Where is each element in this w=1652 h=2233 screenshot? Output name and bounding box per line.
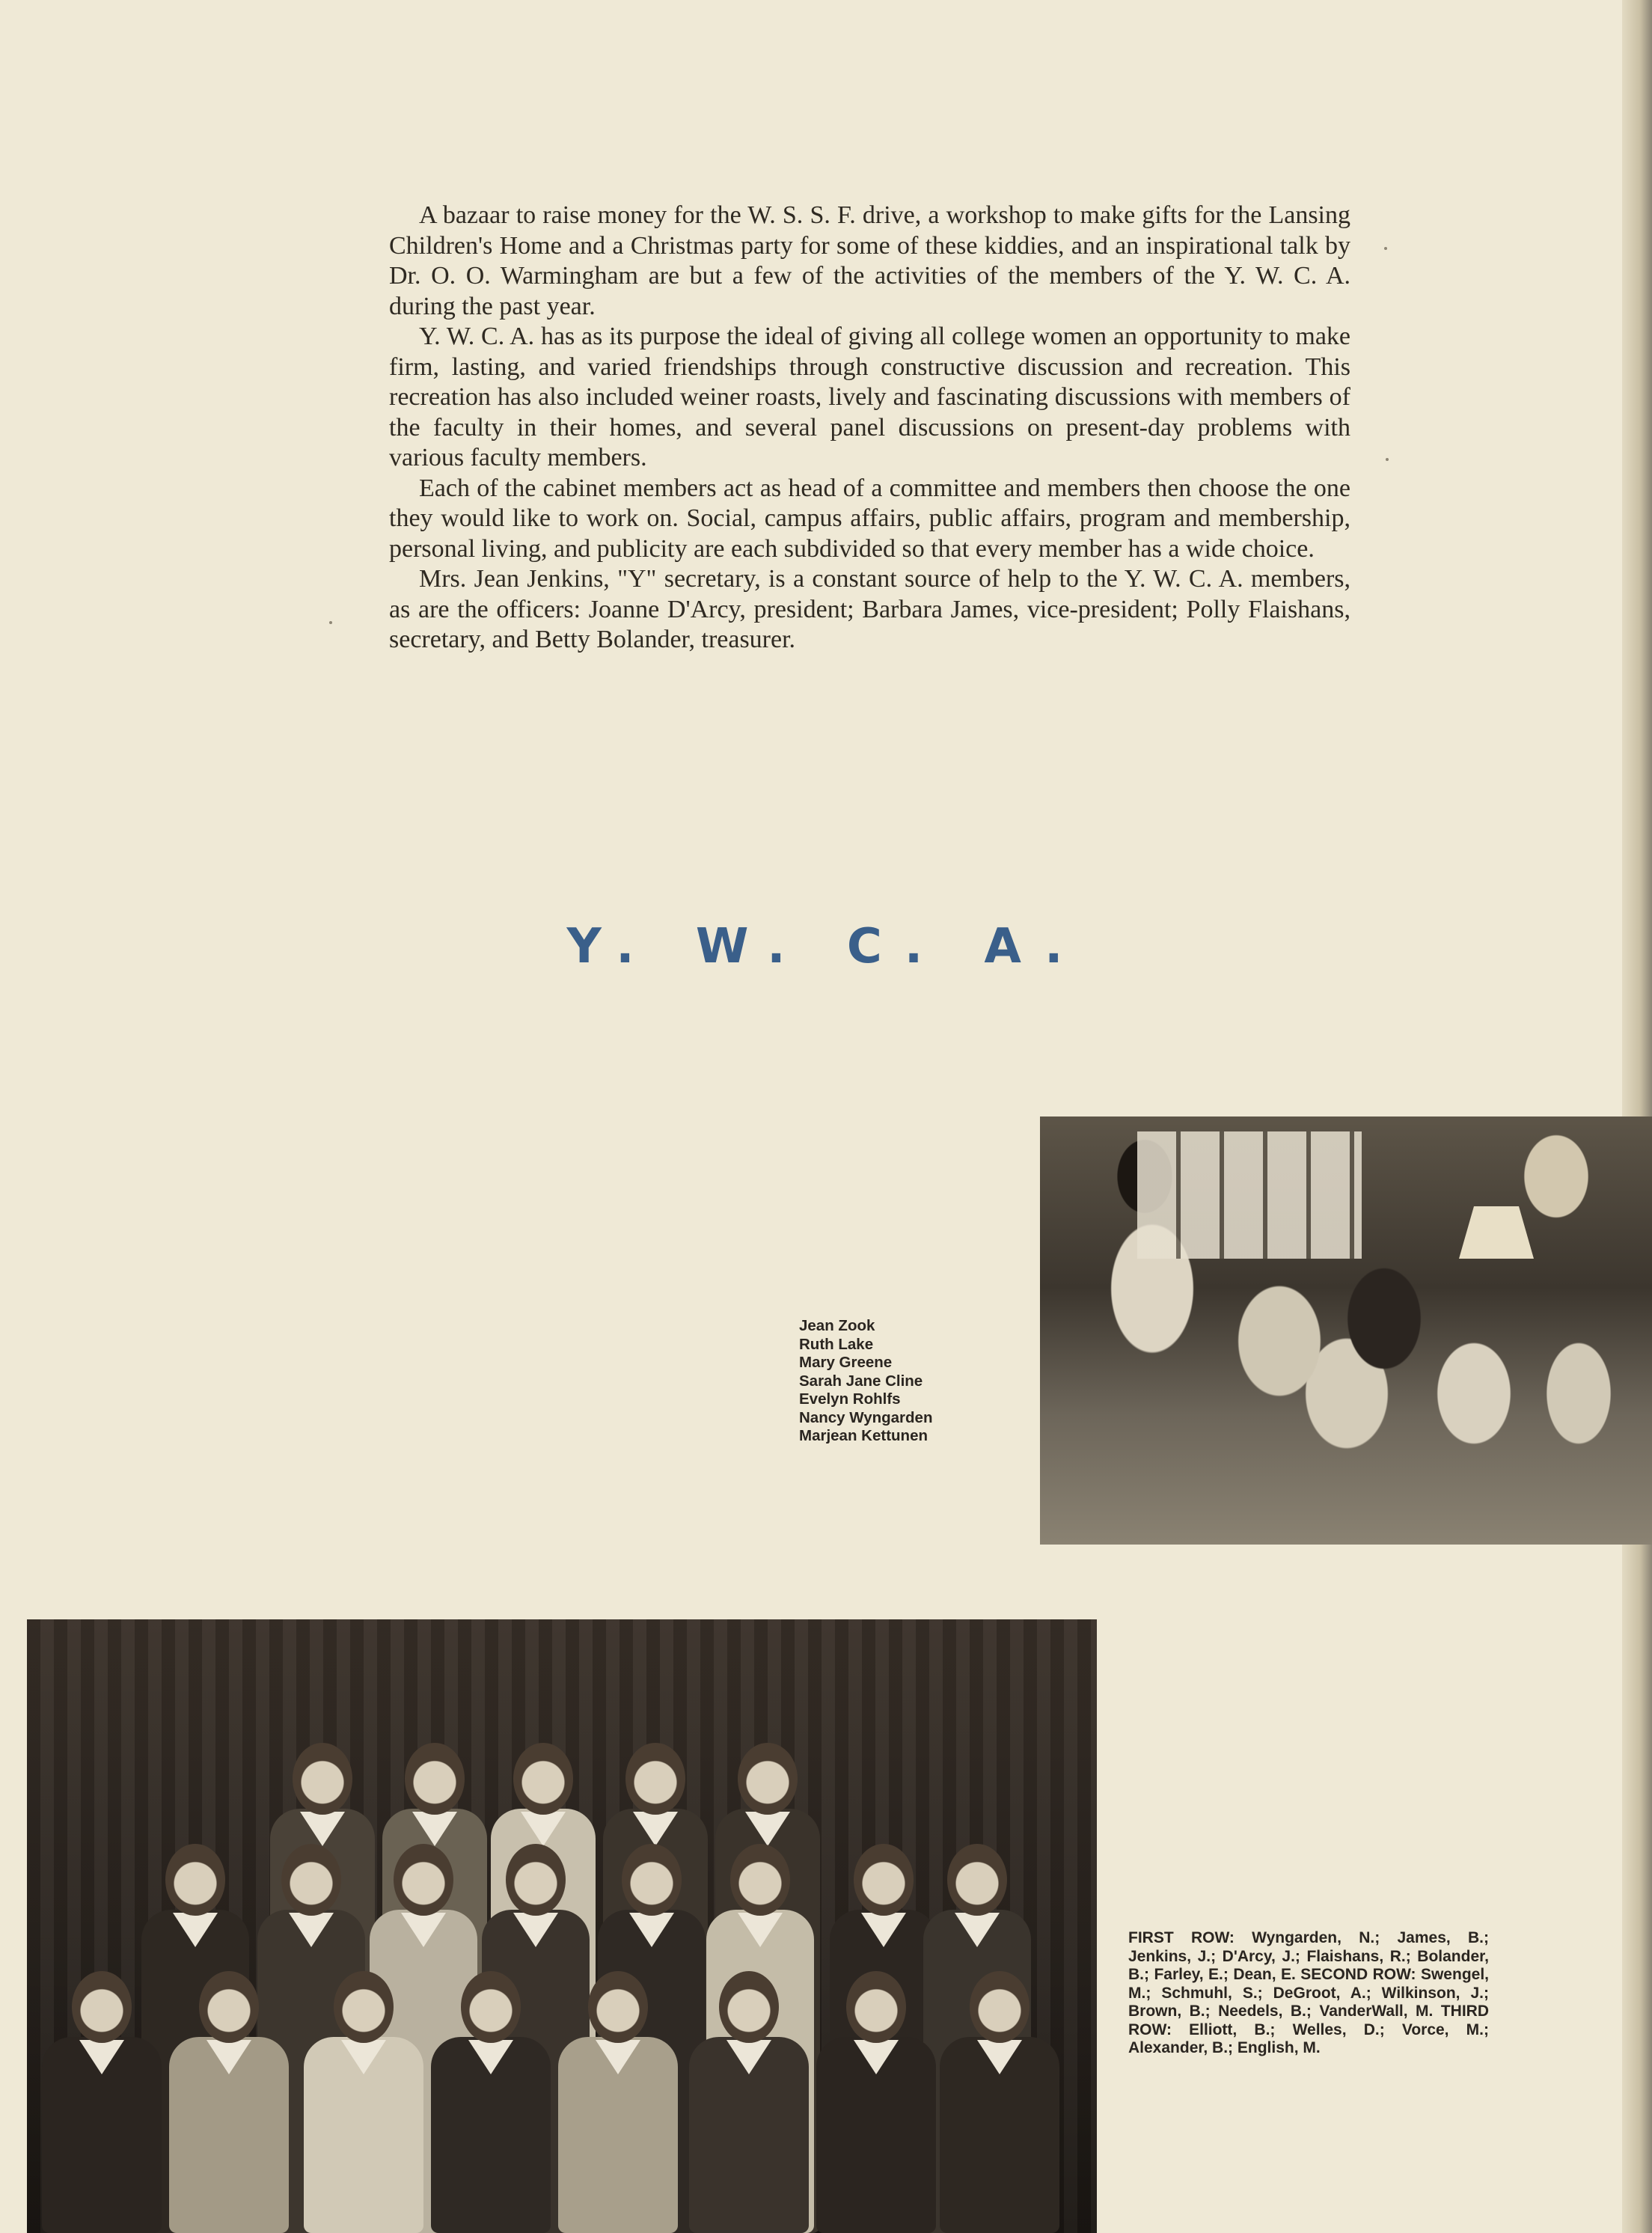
cabinet-name: Sarah Jane Cline [799, 1372, 923, 1390]
paper-speck [1386, 458, 1389, 461]
section-heading-text: Y. W. C. A. [566, 919, 1086, 974]
cabinet-name: Jean Zook [799, 1317, 875, 1334]
cabinet-name: Marjean Kettunen [799, 1427, 928, 1444]
figure-head [513, 1743, 573, 1815]
article-paragraph: Mrs. Jean Jenkins, "Y" secretary, is a constant source of help to the Y. W. C. A. members, as are the officers: Joanne D'Arcy, president; Barbara James, vice-president; Polly Flaishans, secretary, and Betty Bolander, treasurer. [389, 565, 1350, 653]
figure-head [588, 1971, 648, 2043]
figure-head [730, 1844, 790, 1916]
article-paragraph: A bazaar to raise money for the W. S. S. F. drive, a workshop to make gifts for the Lansing Children's Home and a Christmas party for some of these kiddies, and an inspirational talk by Dr. O. O. Warmingham are but a few of the activities of the members of the Y. W. C. A. during the past year. [389, 201, 1350, 320]
paper-speck [329, 621, 332, 624]
figure-head [854, 1844, 914, 1916]
lamp-shade [1459, 1206, 1534, 1259]
cabinet-name: Ruth Lake [799, 1335, 874, 1353]
figure-head [199, 1971, 259, 2043]
figure-head [461, 1971, 521, 2043]
figure-head [293, 1743, 352, 1815]
bulletin-board [1137, 1131, 1362, 1259]
figure-head [846, 1971, 906, 2043]
figure-head [625, 1743, 685, 1815]
cabinet-name: Evelyn Rohlfs [799, 1390, 901, 1408]
cabinet-name: Nancy Wyngarden [799, 1408, 933, 1426]
article-text [389, 201, 1350, 656]
figure-head [394, 1844, 453, 1916]
section-heading [0, 919, 1652, 974]
group-photo [27, 1619, 1097, 2233]
figure-head [405, 1743, 465, 1815]
figure-head [334, 1971, 394, 2043]
figure-head [970, 1971, 1030, 2043]
group-photo-caption: FIRST ROW: Wyngarden, N.; James, B.; Jenkins, J.; D'Arcy, J.; Flaishans, R.; Bolander, B.; Farley, E.; Dean, E. SECOND ROW: Swengel, M.; Schmuhl, S.; DeGroot, A.; Wilkinson, J.; Brown, B.; Needels, B.; VanderWall, M. THIRD ROW: Elliott, B.; Welles, D.; Vorce, M.; Alexander, B.; English, M. [1128, 1929, 1489, 2056]
figure-head [165, 1844, 225, 1916]
figure-head [947, 1844, 1007, 1916]
article-paragraph: Y. W. C. A. has as its purpose the ideal of giving all college women an opportunity to make firm, lasting, and varied friendships through constructive discussion and recreation. This recreation has also included weiner roasts, lively and fascinating discussions with members of the faculty in their homes, and several panel discussions on present-day problems with various faculty members. [389, 323, 1350, 471]
figure-head [281, 1844, 341, 1916]
figure-head [719, 1971, 779, 2043]
figure-head [738, 1743, 798, 1815]
article-paragraph: Each of the cabinet members act as head of a committee and members then choose the one they would like to work on. Social, campus affairs, public affairs, program and membership, personal living, and publicity are each subdivided so that every member has a wide choice. [389, 474, 1350, 563]
figure-head [72, 1971, 132, 2043]
cabinet-photo [1040, 1116, 1652, 1545]
cabinet-name: Mary Greene [799, 1354, 893, 1371]
figure-head [622, 1844, 682, 1916]
paper-speck [1384, 247, 1387, 250]
cabinet-names [799, 1317, 994, 1446]
figure-head [506, 1844, 566, 1916]
